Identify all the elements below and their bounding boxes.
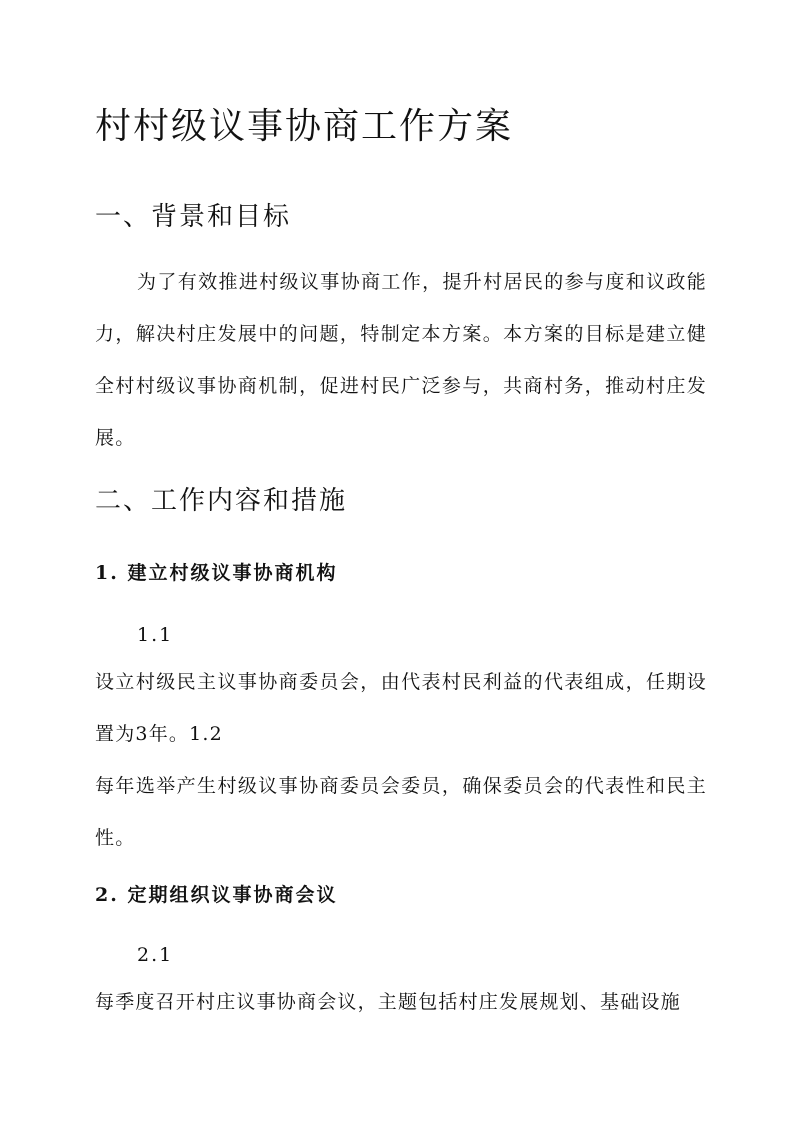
section-heading-background: 一、背景和目标 [95, 202, 292, 232]
item-number-2-1: 2.1 [137, 944, 174, 966]
subsection-heading-regular-meetings: 2. 定期组织议事协商会议 [95, 884, 338, 906]
item-paragraph-2-1: 每季度召开村庄议事协商会议，主题包括村庄发展规划、基础设施 [95, 991, 681, 1013]
subsection-heading-establish-body: 1. 建立村级议事协商机构 [95, 562, 338, 584]
document-title: 村村级议事协商工作方案 [95, 106, 514, 147]
section-heading-work-content: 二、工作内容和措施 [95, 486, 348, 516]
item-paragraph-1-1: 设立村级民主议事协商委员会，由代表村民利益的代表组成，任期设置为3年。1.2 [95, 671, 707, 745]
item-number-1-1: 1.1 [137, 624, 174, 646]
section-background-paragraph: 为了有效推进村级议事协商工作，提升村居民的参与度和议政能力，解决村庄发展中的问题，特制定本方案。本方案的目标是建立健全村村级议事协商机制，促进村民广泛参与，共商村务，推动村庄发展。 [95, 271, 707, 449]
item-paragraph-1-2: 每年选举产生村级议事协商委员会委员，确保委员会的代表性和民主性。 [95, 775, 707, 849]
